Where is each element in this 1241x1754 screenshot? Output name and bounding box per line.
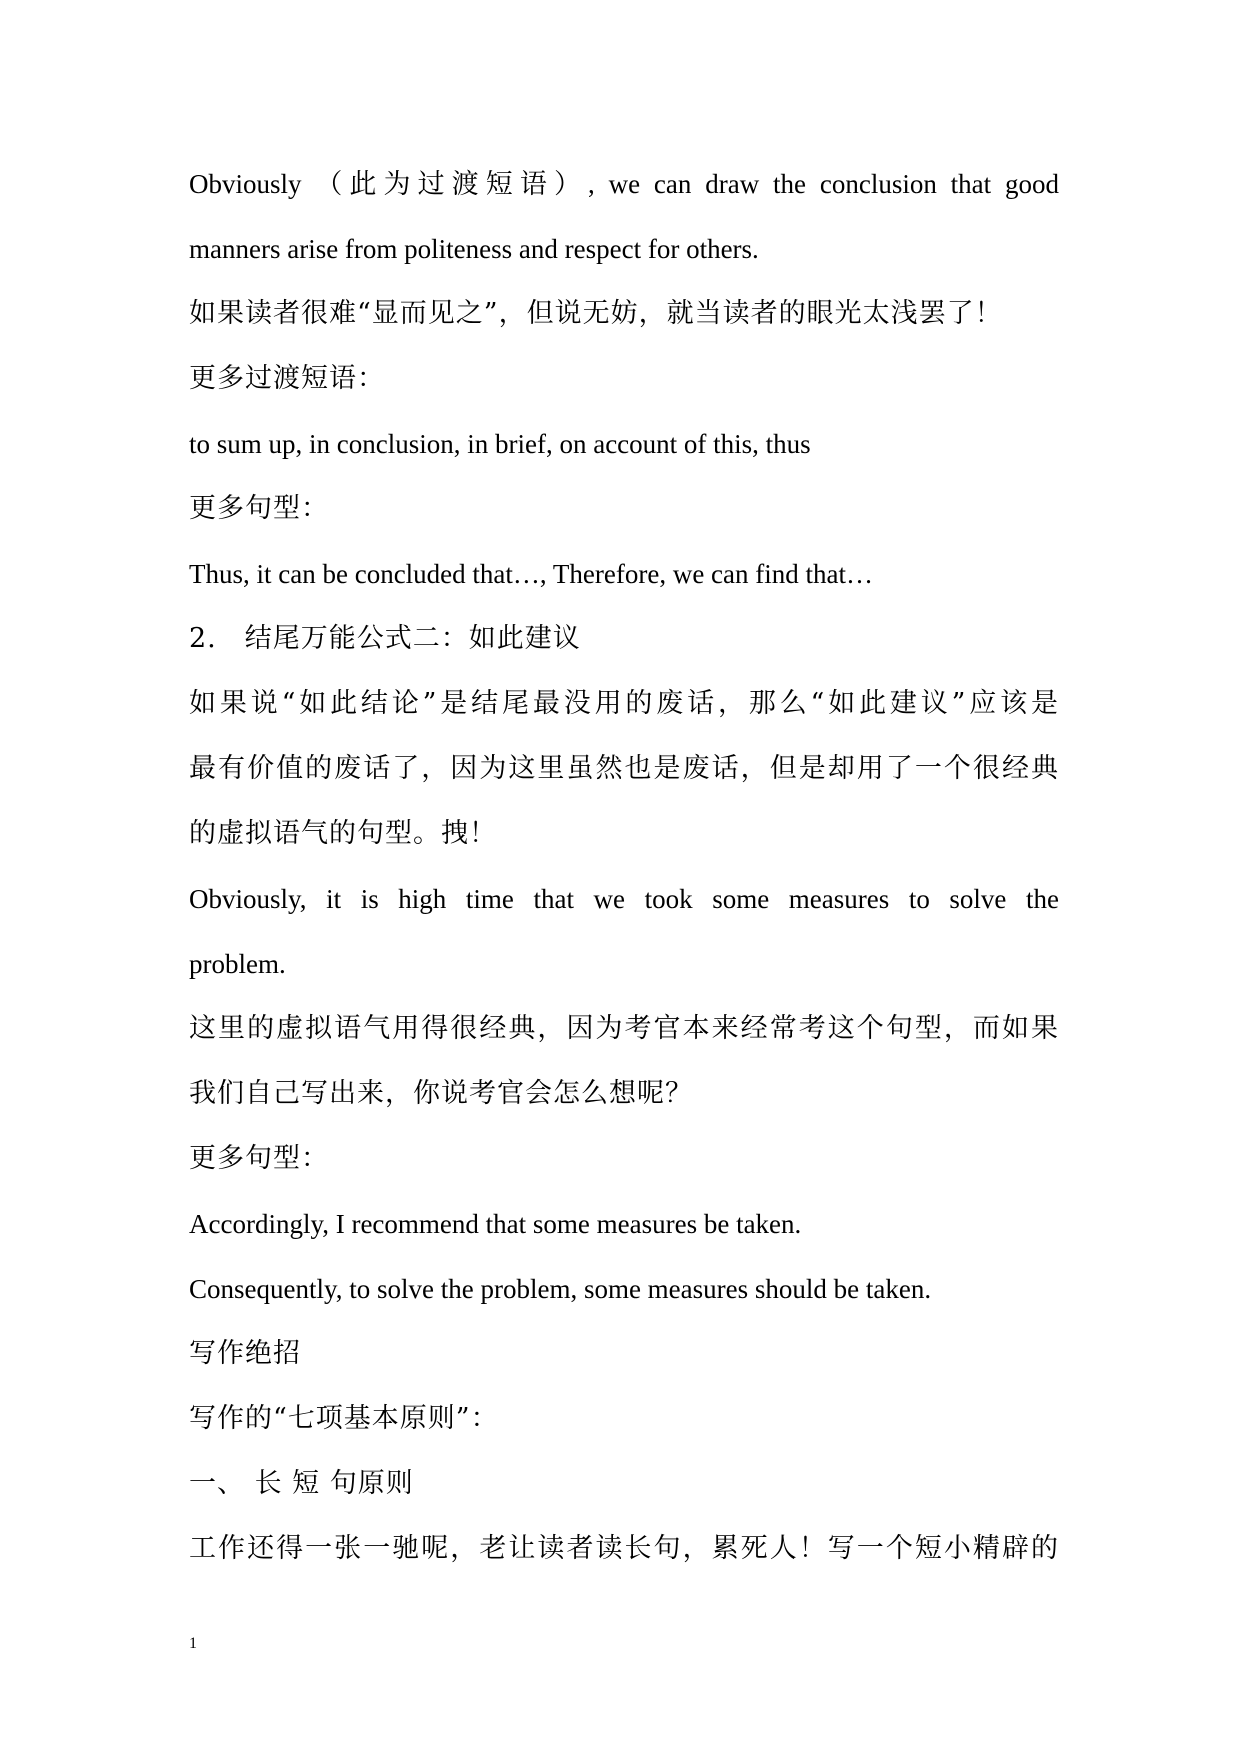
paragraph-line: 这里的虚拟语气用得很经典，因为考官本来经常考这个句型，而如果 (189, 1013, 1059, 1044)
paragraph-line: 更多句型： (189, 1143, 329, 1174)
paragraph-line: Obviously （此为过渡短语）, we can draw the conclusion that good (189, 169, 1059, 199)
section-heading: 2. 结尾万能公式二：如此建议 (189, 623, 581, 654)
paragraph-line: Accordingly, I recommend that some measures be taken. (189, 1209, 802, 1239)
page-number: 1 (189, 1635, 197, 1652)
paragraph-line: 我们自己写出来，你说考官会怎么想呢？ (189, 1078, 693, 1109)
paragraph-line: 最有价值的废话了，因为这里虽然也是废话，但是却用了一个很经典 (189, 753, 1059, 784)
paragraph-line: 如果说“如此结论”是结尾最没用的废话，那么“如此建议”应该是 (189, 688, 1059, 719)
paragraph-line: Thus, it can be concluded that…, Therefore, we can find that… (189, 559, 874, 589)
paragraph-line: to sum up, in conclusion, in brief, on account of this, thus (189, 429, 811, 459)
section-heading: 写作绝招 (189, 1338, 301, 1369)
paragraph-line: problem. (189, 949, 286, 979)
paragraph-line: 写作的“七项基本原则”： (189, 1403, 499, 1434)
paragraph-line: 工作还得一张一驰呢，老让读者读长句，累死人！写一个短小精辟的 (189, 1533, 1059, 1564)
section-heading: 一、 长 短 句原则 (189, 1468, 414, 1499)
paragraph-line: Obviously, it is high time that we took some measures to solve the (189, 884, 1059, 914)
paragraph-line: Consequently, to solve the problem, some measures should be taken. (189, 1274, 932, 1304)
paragraph-line: 的虚拟语气的句型。拽！ (189, 818, 497, 849)
paragraph-line: 更多句型： (189, 493, 329, 524)
paragraph-line: 如果读者很难“显而见之”，但说无妨，就当读者的眼光太浅罢了！ (189, 298, 1003, 329)
paragraph-line: manners arise from politeness and respect for others. (189, 234, 759, 264)
paragraph-line: 更多过渡短语： (189, 363, 385, 394)
